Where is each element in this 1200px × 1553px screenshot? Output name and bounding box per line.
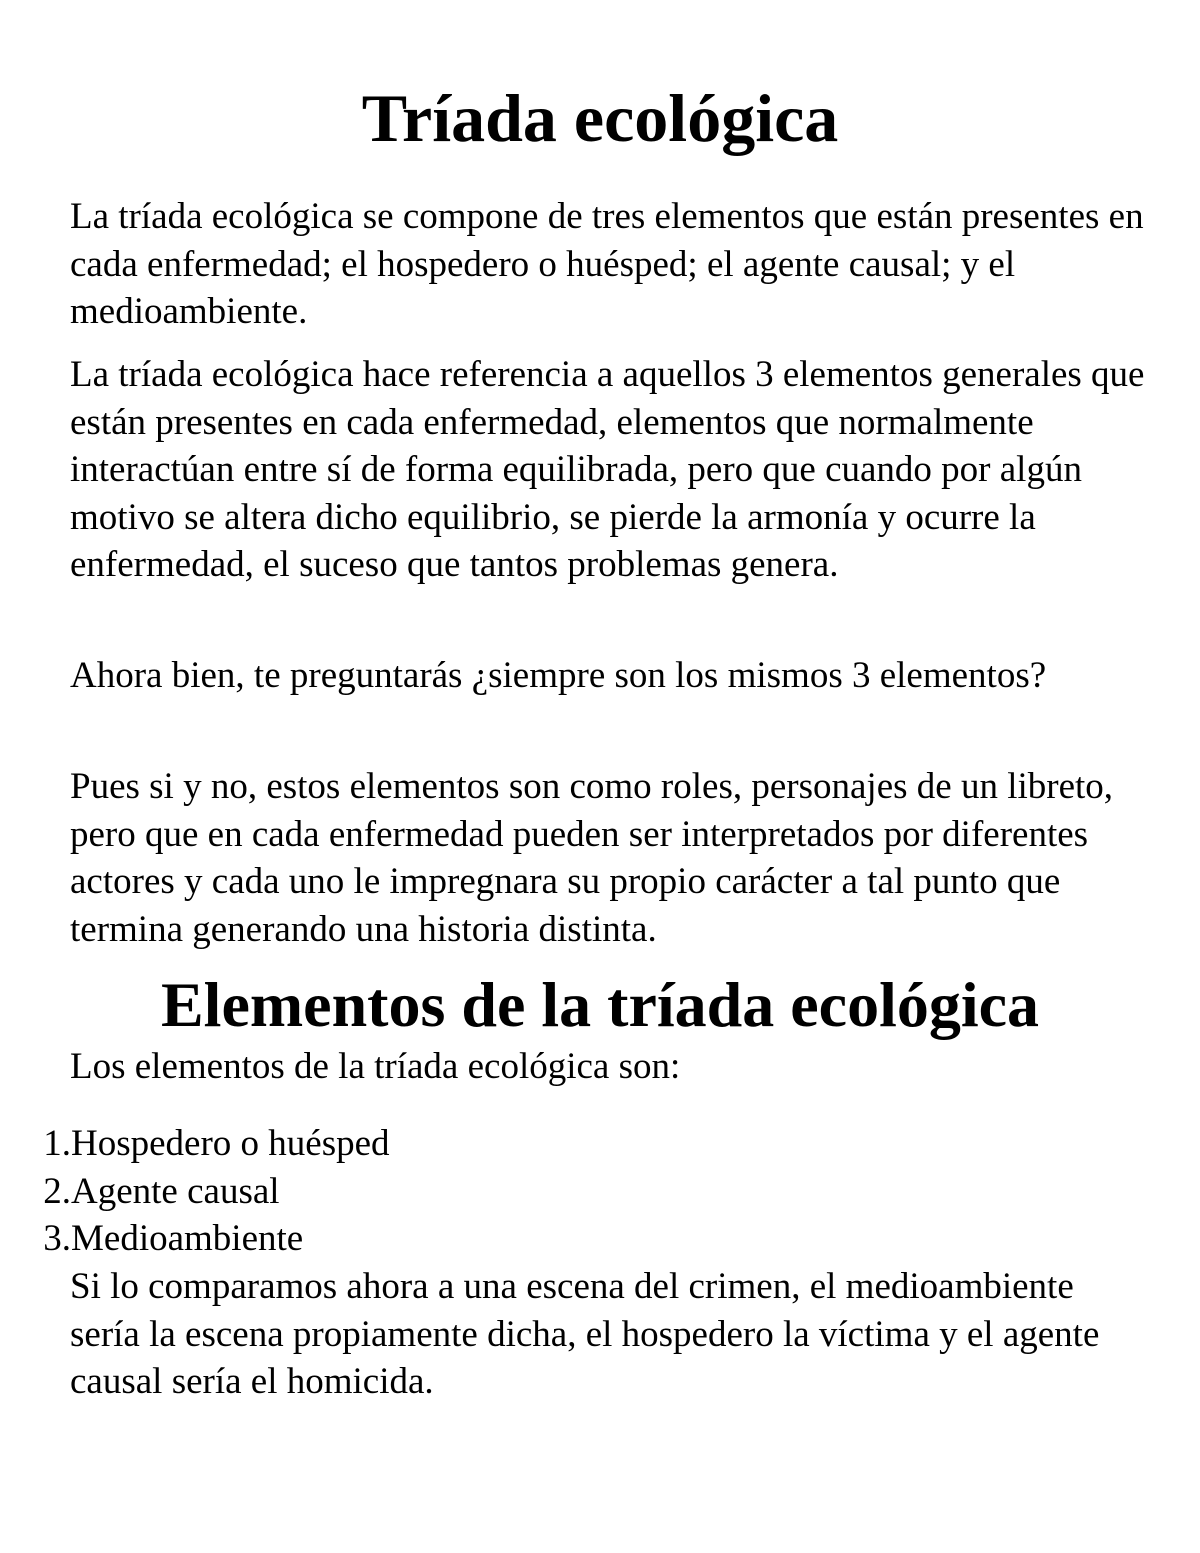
paragraph-description: La tríada ecológica hace referencia a aquellos 3 elementos generales que están presentes en cada enfermedad, elementos que normalmente interactúan entre sí de forma equilibrada, pero que cuando por algún motivo se altera dicho equilibrio, se pierde la armonía y ocurre la enfermedad, el suceso que tantos problemas genera. <box>70 354 1145 585</box>
page-title: Tríada ecológica <box>361 80 839 156</box>
section-intro: Los elementos de la tríada ecológica son: <box>70 1046 681 1087</box>
paragraph-question: Ahora bien, te preguntarás ¿siempre son los mismos 3 elementos? <box>70 655 1047 696</box>
paragraph-answer: Pues si y no, estos elementos son como roles, personajes de un libreto, pero que en cada enfermedad pueden ser interpretados por diferentes actores y cada uno le impregnara su propio carácter a tal punto que termina generando una historia distinta. <box>70 766 1114 950</box>
section-heading: Elementos de la tríada ecológica <box>160 969 1040 1040</box>
list-item-number: 2. <box>43 1170 71 1212</box>
list-item-number: 3. <box>43 1218 71 1259</box>
list-item-text: Hospedero o huésped <box>71 1123 390 1164</box>
list-item <box>0 1168 1200 1216</box>
paragraph-intro: La tríada ecológica se compone de tres elementos que están presentes en cada enfermedad; el hospedero o huésped; el agente causal; y el medioambiente. <box>70 196 1144 332</box>
list-item <box>0 1215 1200 1263</box>
list-item <box>0 1120 1200 1168</box>
elements-list <box>0 1120 1200 1263</box>
list-item-text: Medioambiente <box>71 1218 304 1259</box>
list-item-text: Agente causal <box>71 1170 280 1212</box>
list-item-number: 1. <box>43 1123 71 1164</box>
paragraph-closing: Si lo comparamos ahora a una escena del crimen, el medioambiente sería la escena propiamente dicha, el hospedero la víctima y el agente causal sería el homicida. <box>70 1266 1100 1402</box>
